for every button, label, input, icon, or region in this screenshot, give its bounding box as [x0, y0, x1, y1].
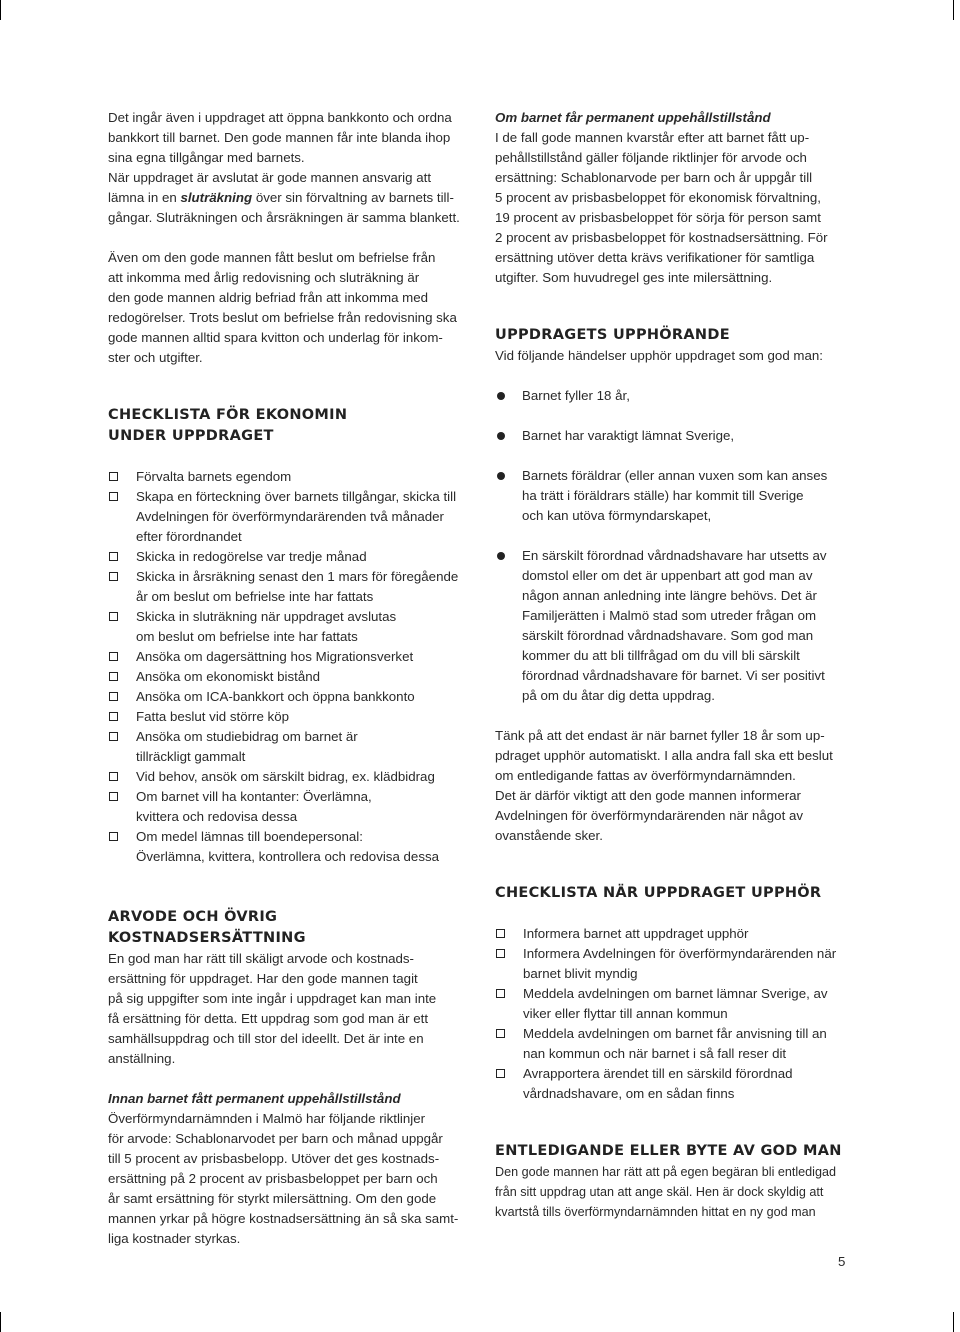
checklist-item-text: Skicka in sluträkning när uppdraget avslutas om beslut om befrielse inte har fattats — [136, 609, 397, 644]
intro-line — [108, 188, 468, 208]
intro-paragraph — [108, 108, 468, 228]
checklist-item — [495, 924, 855, 944]
checkbox-icon — [109, 712, 118, 721]
checklist-item — [495, 1064, 855, 1104]
bullet-icon — [497, 552, 505, 560]
checklist-item-text: Ansöka om ekonomiskt bistånd — [136, 669, 321, 684]
checklist-item-text: Ansöka om studiebidrag om barnet är tillräckligt gammalt — [136, 729, 358, 764]
crop-mark-top-right — [953, 0, 954, 20]
checklist-item-text: Vid behov, ansök om särskilt bidrag, ex. klädbidrag — [136, 769, 435, 784]
termination-heading: UPPDRAGETS UPPHÖRANDE — [495, 327, 730, 343]
economy-checklist — [108, 467, 468, 867]
checklist-item-text: Skicka in årsräkning senast den 1 mars för föregående år om beslut om befrielse inte har fattats — [136, 569, 459, 604]
checkbox-icon — [496, 1029, 505, 1038]
checkbox-icon — [109, 652, 118, 661]
intro-line: När uppdraget är avslutat är gode mannen ansvarig att — [108, 170, 432, 185]
checklist-item — [108, 827, 468, 867]
intro-line: sina egna tillgångar med barnets. — [108, 150, 305, 165]
economy-checklist-heading: CHECKLISTA FÖR EKONOMIN UNDER UPPDRAGET — [108, 407, 348, 444]
checklist-item — [108, 647, 468, 667]
checklist-item-text: Skapa en förteckning över barnets tillgångar, skicka till Avdelningen för överförmyndarärenden två månader efter förordnandet — [136, 489, 457, 544]
checkbox-icon — [496, 1069, 505, 1078]
checklist-item-text: Om barnet vill ha kontanter: Överlämna, kvittera och redovisa dessa — [136, 789, 372, 824]
dismissal-paragraph: Den gode mannen har rätt att på egen begäran bli entledigad från sitt uppdrag utan att ange skäl. Hen är dock skyldig att kvartstå tills överförmyndarnämnden hittat en ny god man — [495, 1165, 836, 1219]
checklist-item — [495, 984, 855, 1024]
checklist-item — [108, 787, 468, 827]
checklist-item — [108, 667, 468, 687]
bullet-item-text: Barnets föräldrar (eller annan vuxen som kan anses ha trätt i föräldrars ställe) har kommit till Sverige och kan utöva förmyndarskapet, — [522, 468, 828, 523]
checklist-item-text: Meddela avdelningen om barnet får anvisning till an nan kommun och när barnet i så fall reser dit — [523, 1026, 827, 1061]
checkbox-icon — [109, 772, 118, 781]
checklist-item-text: Ansöka om dagersättning hos Migrationsverket — [136, 649, 414, 664]
intro-text: över sin förvaltning av barnets till- — [252, 190, 454, 205]
checklist-item — [108, 687, 468, 707]
checkbox-icon — [109, 472, 118, 481]
checklist-item-text: Ansöka om ICA-bankkort och öppna bankkonto — [136, 689, 415, 704]
checklist-item — [108, 467, 468, 487]
bullet-item — [495, 426, 855, 446]
checklist-item-text: Skicka in redogörelse var tredje månad — [136, 549, 367, 564]
bullet-item-text: Barnet har varaktigt lämnat Sverige, — [522, 428, 735, 443]
checkbox-icon — [496, 949, 505, 958]
checklist-item — [108, 727, 468, 767]
right-column — [495, 108, 855, 1222]
checkbox-icon — [109, 792, 118, 801]
checklist-item-text: Informera barnet att uppdraget upphör — [523, 926, 749, 941]
discharge-paragraph: Även om den gode mannen fått beslut om befrielse från att inkomma med årlig redovisning och sluträkning är den gode mannen aldrig befriad från att inkomma med redogörelser. Trots beslut om befrielse från redovisning ska gode mannen alltid spara kvitton och underlag för inkom- ster och utgifter. — [108, 250, 457, 365]
intro-line: bankkort till barnet. Den gode mannen får inte blanda ihop — [108, 130, 451, 145]
bullet-item-text: En särskilt förordnad vårdnadshavare har utsetts av domstol eller om det är uppenbart att god man av någon annan anledning inte längre behövs. Det är Familjerätten i Malmö stad som utreder frågan om särskilt förordnad vårdnadshavare. Som god man kommer du att bli tillfrågad om du vill bli särskilt förordnad vårdnadshavare för barnet. Vi ser positivt på om du åtar dig detta uppdrag. — [522, 548, 827, 703]
fee-heading: ARVODE OCH ÖVRIG KOSTNADSERSÄTTNING — [108, 909, 306, 946]
checklist-item — [108, 607, 468, 647]
checkbox-icon — [496, 989, 505, 998]
before-permit-paragraph: Överförmyndarnämnden i Malmö har följande riktlinjer för arvode: Schablonarvodet per barn och månad uppgår till 5 procent av prisbasbelopp. Utöver det ges kostnads- ersättning på 2 procent av prisbasbeloppet per barn och år samt ersättning för styrkt milersättning. Om den gode mannen yrkar på högre kostnadsersättning än så ska samt- liga kostnader styrkas. — [108, 1111, 459, 1246]
end-checklist — [495, 924, 855, 1104]
intro-text: lämna in en — [108, 190, 181, 205]
end-checklist-heading: CHECKLISTA NÄR UPPDRAGET UPPHÖR — [495, 885, 822, 901]
termination-intro: Vid följande händelser upphör uppdraget som god man: — [495, 348, 823, 363]
checkbox-icon — [109, 732, 118, 741]
crop-mark-bottom-right — [953, 1312, 954, 1332]
checklist-item-text: Informera Avdelningen för överförmyndarärenden när barnet blivit myndig — [523, 946, 837, 981]
checklist-item — [108, 767, 468, 787]
permit-subheading: Om barnet får permanent uppehållstillstånd — [495, 110, 771, 125]
checkbox-icon — [109, 492, 118, 501]
termination-events-list — [495, 386, 855, 706]
checkbox-icon — [109, 572, 118, 581]
checklist-item-text: Förvalta barnets egendom — [136, 469, 292, 484]
crop-mark-bottom-left — [0, 1312, 1, 1332]
left-column — [108, 108, 468, 1249]
checklist-item-text: Avrapportera ärendet till en särskild förordnad vårdnadshavare, om en sådan finns — [523, 1066, 793, 1101]
bullet-item — [495, 386, 855, 406]
checkbox-icon — [109, 612, 118, 621]
checkbox-icon — [109, 672, 118, 681]
bullet-item — [495, 466, 855, 526]
fee-paragraph: En god man har rätt till skäligt arvode och kostnads- ersättning för uppdraget. Har den gode mannen tagit på sig uppgifter som inte ingår i uppdraget kan man inte få ersättning för detta. Ett uppdrag som god man är ett samhällsuppdrag och till stor del ideellt. Det är inte en anställning. — [108, 951, 437, 1066]
checklist-item — [108, 487, 468, 547]
checklist-item-text: Fatta beslut vid större köp — [136, 709, 289, 724]
checklist-item — [108, 547, 468, 567]
checkbox-icon — [109, 552, 118, 561]
checkbox-icon — [496, 929, 505, 938]
dismissal-heading: ENTLEDIGANDE ELLER BYTE AV GOD MAN — [495, 1143, 842, 1159]
page-number: 5 — [838, 1254, 846, 1269]
emphasis-slutrakning: sluträkning — [180, 190, 253, 205]
intro-line: gångar. Sluträkningen och årsräkningen är samma blankett. — [108, 210, 460, 225]
intro-line: Det ingår även i uppdraget att öppna bankkonto och ordna — [108, 110, 452, 125]
bullet-icon — [497, 432, 505, 440]
crop-mark-top-left — [0, 0, 1, 20]
checklist-item — [495, 944, 855, 984]
checklist-item — [108, 707, 468, 727]
checkbox-icon — [109, 692, 118, 701]
checklist-item — [108, 567, 468, 607]
remember-paragraph: Tänk på att det endast är när barnet fyller 18 år som up- pdraget upphör automatiskt. I alla andra fall ska ett beslut om entledigande fattas av överförmyndarnämnden. Det är därför viktigt att den gode mannen informerar Avdelningen för överförmyndarärenden när något av ovanstående sker. — [495, 728, 833, 843]
checklist-item — [495, 1024, 855, 1064]
checklist-item-text: Om medel lämnas till boendepersonal: Överlämna, kvittera, kontrollera och redovisa dessa — [136, 829, 440, 864]
permit-paragraph: I de fall gode mannen kvarstår efter att barnet fått up- pehållstillstånd gäller följande riktlinjer för arvode och ersättning: Schablonarvode per barn och år uppgår till 5 procent av prisbasbeloppet för ekonomisk förvaltning, 19 procent av prisbasbeloppet för sörja för person samt 2 procent av prisbasbeloppet för kostnadsersättning. För ersättning utöver detta krävs verifikationer för samtliga utgifter. Som huvudregel ges inte milersättning. — [495, 130, 828, 285]
before-permit-subheading: Innan barnet fått permanent uppehållstillstånd — [108, 1091, 401, 1106]
checkbox-icon — [109, 832, 118, 841]
checklist-item-text: Meddela avdelningen om barnet lämnar Sverige, av viker eller flyttar till annan kommun — [523, 986, 828, 1021]
bullet-item — [495, 546, 855, 706]
bullet-icon — [497, 472, 505, 480]
bullet-item-text: Barnet fyller 18 år, — [522, 388, 630, 403]
bullet-icon — [497, 392, 505, 400]
